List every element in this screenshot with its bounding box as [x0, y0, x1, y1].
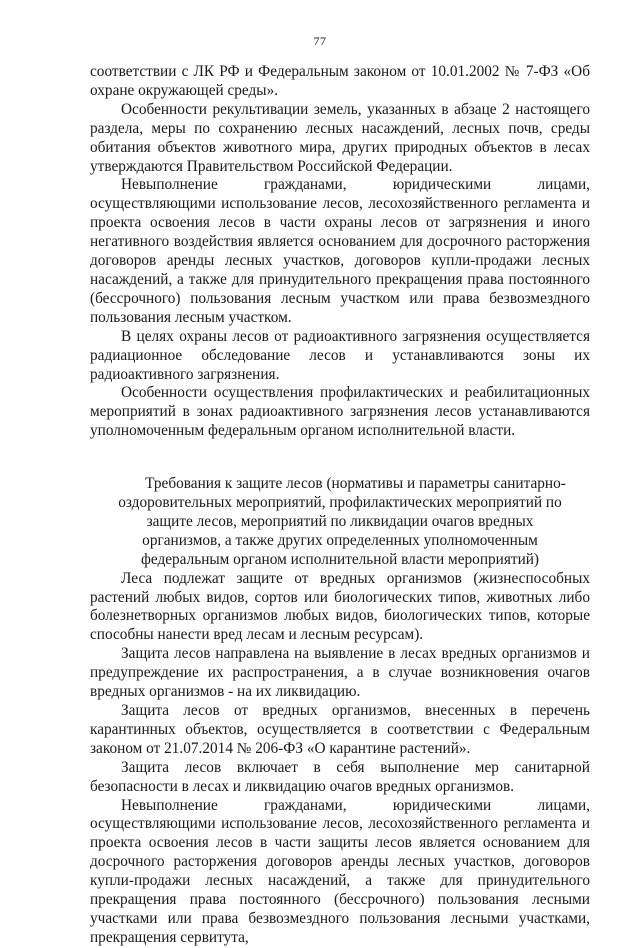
- paragraph: Защита лесов включает в себя выполнение мер санитарной безопасности в лесах и ликвидацию очагов вредных организмов.: [90, 758, 590, 795]
- section-heading: Требования к защите лесов (нормативы и параметры санитарно-оздоровительных мероприятий, профилактических мероприятий по защите лесов, мероприятий по ликвидации очагов вредных организмов, а также других определенных уполномоченным федеральным органом исполнительной власти мероприятий): [118, 475, 566, 568]
- paragraph: Невыполнение гражданами, юридическими лицами, осуществляющими использование лесов, лесохозяйственного регламента и проекта освоения лесов в части защиты лесов является основанием для досрочного расторжения договоров аренды лесных участков, договоров купли-продажи лесных насаждений, а также для принудительного прекращения права постоянного (бессрочного) пользования лесными участками или права безвозмездного пользования лесными участками, прекращения сервитута,: [90, 796, 590, 946]
- paragraph: Особенности осуществления профилактических и реабилитационных мероприятий в зонах радиоактивного загрязнения лесов устанавливаются уполномоченным федеральным органом исполнительной власти.: [90, 384, 590, 440]
- paragraph: Леса подлежат защите от вредных организмов (жизнеспособных растений любых видов, сортов или биологических типов, животных либо болезнетворных организмов любых видов, биологических типов, которые способны нанести вред лесам и лесным ресурсам).: [90, 569, 590, 644]
- paragraph: Защита лесов направлена на выявление в лесах вредных организмов и предупреждение их распространения, а в случае возникновения очагов вредных организмов - на их ликвидацию.: [90, 645, 590, 701]
- paragraph: Невыполнение гражданами, юридическими лицами, осуществляющими использование лесов, лесохозяйственного регламента и проекта освоения лесов в части охраны лесов от загрязнения и иного негативного воздействия является основанием для досрочного расторжения договоров аренды лесных участков, договоров купли-продажи лесных насаждений, а также для принудительного прекращения права постоянного (бессрочного) пользования лесным участком или права безвозмездного пользования лесным участком.: [90, 176, 590, 326]
- page-number: 77: [313, 34, 327, 48]
- paragraph: Защита лесов от вредных организмов, внесенных в перечень карантинных объектов, осуществляется в соответствии с Федеральным законом от 21.07.2014 № 206-ФЗ «О карантине растений».: [90, 702, 590, 757]
- document-body: [90, 63, 590, 948]
- paragraph: соответствии с ЛК РФ и Федеральным законом от 10.01.2002 № 7-ФЗ «Об охране окружающей среды».: [90, 63, 590, 99]
- paragraph: В целях охраны лесов от радиоактивного загрязнения осуществляется радиационное обследование лесов и устанавливаются зоны их радиоактивного загрязнения.: [90, 327, 590, 383]
- paragraph: Особенности рекультивации земель, указанных в абзаце 2 настоящего раздела, меры по сохранению лесных насаждений, лесных почв, среды обитания объектов животного мира, других природных объектов в лесах утверждаются Правительством Российской Федерации.: [90, 100, 590, 175]
